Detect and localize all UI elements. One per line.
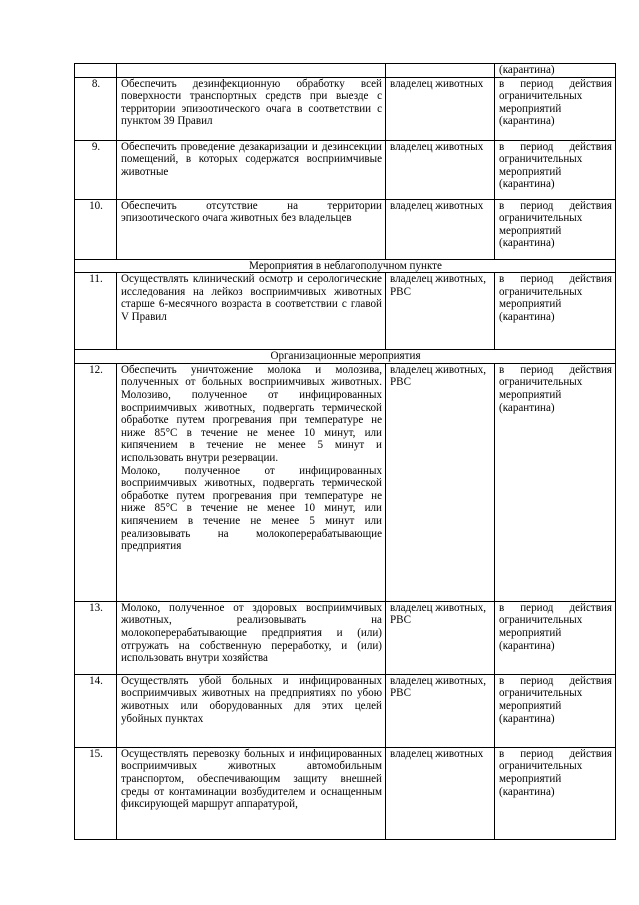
cell-desc: Обеспечить дезинфекционную обработку всей поверхности транспортных средств при выезде с территории эпизоотического очага в соответствии с пунктом 39 Правил	[117, 77, 386, 140]
cell-num: 8.	[75, 77, 117, 140]
cell-resp	[386, 64, 495, 78]
cell-desc: Осуществлять клинический осмотр и серологические исследования на лейкоз восприимчивых животных старше 6-месячного возраста в соответствии с главой V Правил	[117, 273, 386, 350]
table-row	[75, 363, 616, 601]
cell-num: 11.	[75, 273, 117, 350]
table-row	[75, 199, 616, 259]
table-row	[75, 747, 616, 839]
cell-resp: владелец животных, РВС	[386, 363, 495, 601]
cell-num: 13.	[75, 601, 117, 674]
cell-num: 10.	[75, 199, 117, 259]
table-row	[75, 601, 616, 674]
cell-resp: владелец животных	[386, 140, 495, 199]
cell-term: в период действия ограничительных мероприятий (карантина)	[495, 601, 616, 674]
desc-paragraph: Молоко, полученное от инфицированных восприимчивых животных, подвергать термической обработке путем прогревания при температуре не ниже 85°С в течение не менее 10 минут, или кипячением в течение не менее 5 минут или реализовывать на молокоперерабатывающие предприятия	[121, 464, 382, 553]
cell-desc: Осуществлять убой больных и инфицированных восприимчивых животных на предприятиях по убою животных или оборудованных для этих целей убойных пунктах	[117, 674, 386, 747]
section-row	[75, 259, 616, 273]
cell-term: в период действия ограничительных мероприятий (карантина)	[495, 674, 616, 747]
cell-num: 9.	[75, 140, 117, 199]
table-row	[75, 140, 616, 199]
cell-term: (карантина)	[495, 64, 616, 78]
cell-resp: владелец животных	[386, 747, 495, 839]
cell-term: в период действия ограничительных мероприятий (карантина)	[495, 199, 616, 259]
measures-table	[74, 63, 616, 840]
table-row	[75, 273, 616, 350]
table-row	[75, 674, 616, 747]
cell-resp: владелец животных	[386, 199, 495, 259]
cell-num	[75, 64, 117, 78]
table-row	[75, 77, 616, 140]
section-title: Мероприятия в неблагополучном пункте	[75, 259, 616, 273]
cell-resp: владелец животных, РВС	[386, 273, 495, 350]
section-row	[75, 350, 616, 364]
cell-resp: владелец животных	[386, 77, 495, 140]
cell-resp: владелец животных, РВС	[386, 674, 495, 747]
cell-num: 12.	[75, 363, 117, 601]
cell-resp: владелец животных, РВС	[386, 601, 495, 674]
cell-num: 15.	[75, 747, 117, 839]
cell-term: в период действия ограничительных мероприятий (карантина)	[495, 273, 616, 350]
cell-term: в период действия ограничительных мероприятий (карантина)	[495, 77, 616, 140]
table-row-continuation	[75, 64, 616, 78]
desc-paragraph: Обеспечить уничтожение молока и молозива, полученных от больных восприимчивых животных. Молозиво, полученное от инфицированных восприимчивых животных, подвергать термической обработке путем прогревания при температуре не ниже 85°С в течение не менее 10 минут, или кипячением в течение не менее 5 минут и использовать внутри резервации.	[121, 363, 382, 464]
cell-term: в период действия ограничительных мероприятий (карантина)	[495, 140, 616, 199]
cell-desc: Молоко, полученное от здоровых восприимчивых животных, реализовывать на молокоперерабатывающие предприятия и (или) отгружать на собственную переработку, и (или) использовать внутри хозяйства	[117, 601, 386, 674]
cell-desc: Обеспечить отсутствие на территории эпизоотического очага животных без владельцев	[117, 199, 386, 259]
cell-term: в период действия ограничительных мероприятий (карантина)	[495, 363, 616, 601]
cell-desc	[117, 363, 386, 601]
cell-desc	[117, 64, 386, 78]
cell-desc: Обеспечить проведение дезакаризации и дезинсекции помещений, в которых содержатся восприимчивые животные	[117, 140, 386, 199]
cell-desc: Осуществлять перевозку больных и инфицированных восприимчивых животных автомобильным транспортом, обеспечивающим защиту внешней среды от контаминации возбудителем и оснащенным фиксирующей маршрут аппаратурой,	[117, 747, 386, 839]
cell-num: 14.	[75, 674, 117, 747]
cell-term: в период действия ограничительных мероприятий (карантина)	[495, 747, 616, 839]
section-title: Организационные мероприятия	[75, 350, 616, 364]
